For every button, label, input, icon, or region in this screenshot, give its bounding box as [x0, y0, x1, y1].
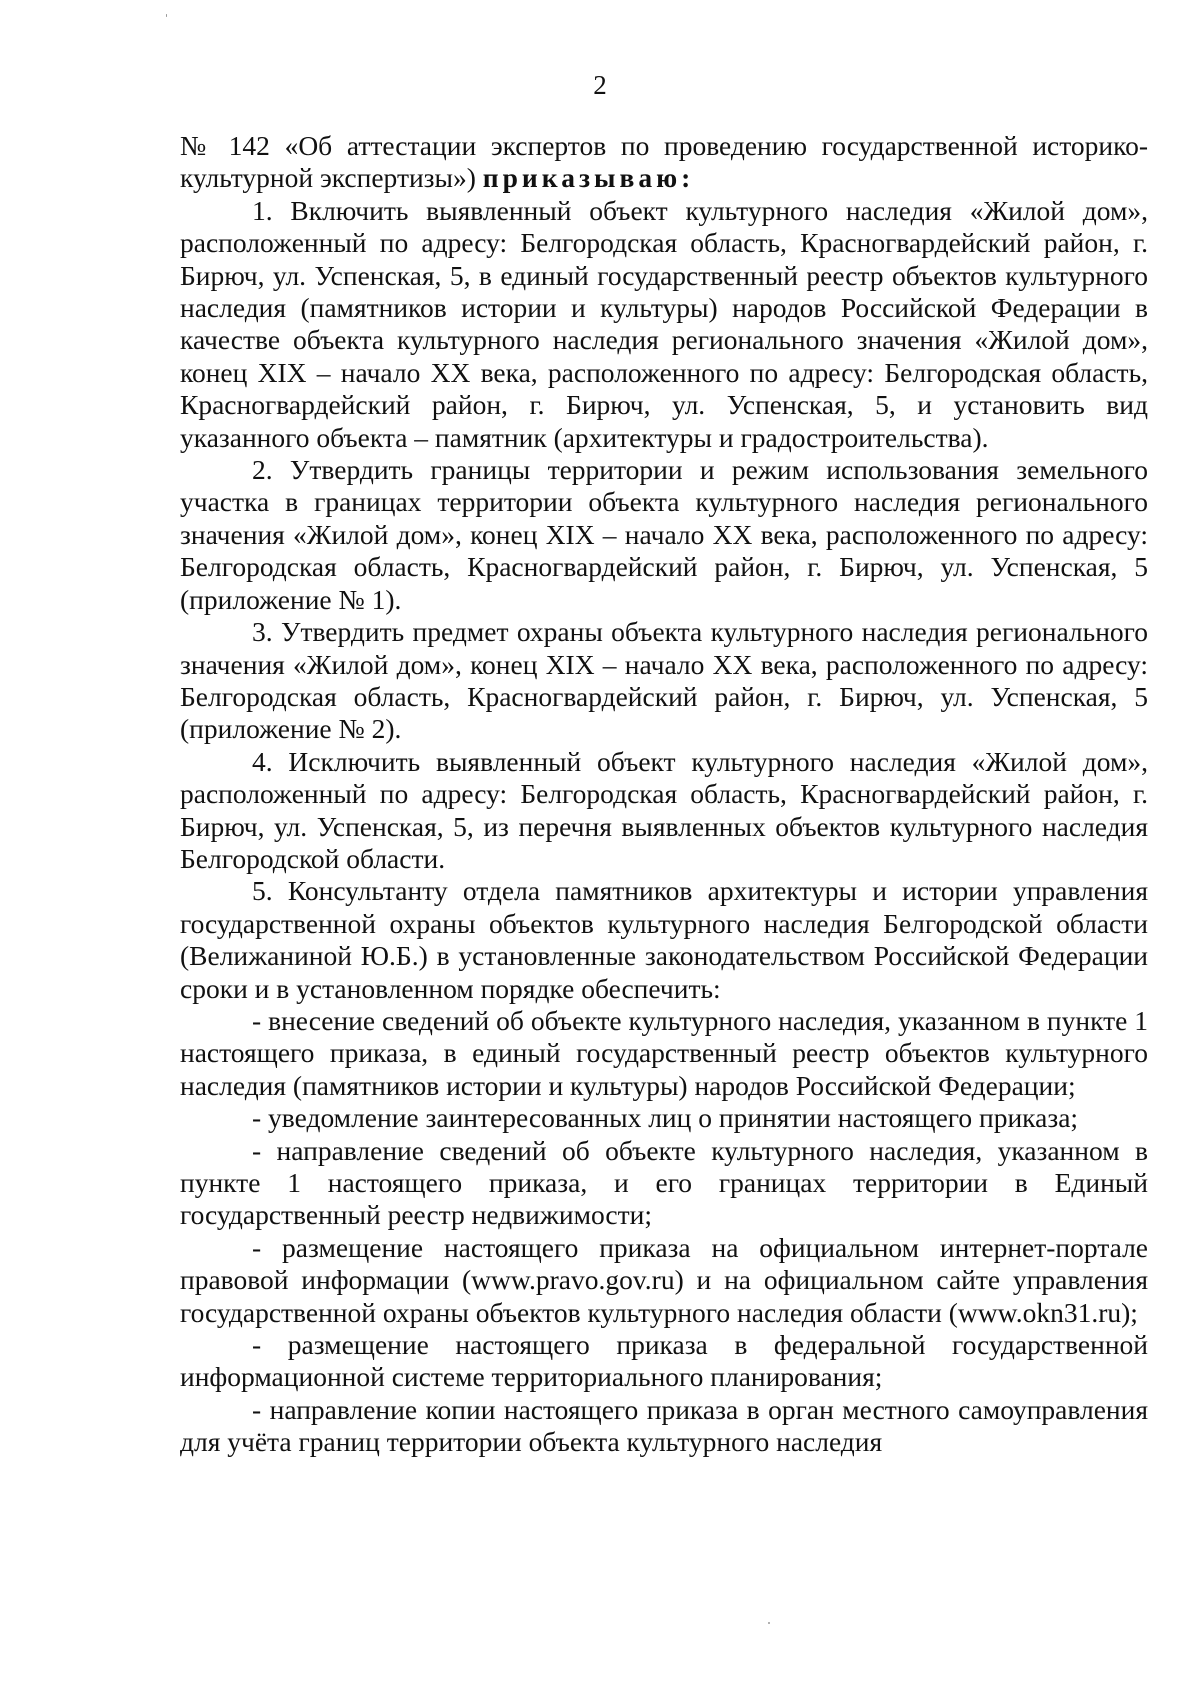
- bullet-item-3: - направление сведений об объекте культурного наследия, указанном в пункте 1 настоящего приказа, и его границах территории в Единый государственный реестр недвижимости;: [180, 1134, 1148, 1231]
- intro-text: № 142 «Об аттестации экспертов по проведению государственной историко-культурной экспертизы»): [180, 130, 1148, 194]
- paragraph-item-5: 5. Консультанту отдела памятников архитектуры и истории управления государственной охраны объектов культурного наследия Белгородской области (Велижаниной Ю.Б.) в установленные законодательством Российской Федерации сроки и в установленном порядке обеспечить:: [180, 875, 1148, 1004]
- intro-paragraph: [180, 130, 1148, 195]
- bullet-item-2: - уведомление заинтересованных лиц о принятии настоящего приказа;: [252, 1102, 1079, 1134]
- order-keyword: приказываю:: [482, 162, 695, 194]
- scan-speck: [166, 14, 167, 17]
- paragraph-item-4: 4. Исключить выявленный объект культурного наследия «Жилой дом», расположенный по адресу: Белгородская область, Красногвардейский район, г. Бирюч, ул. Успенская, 5, из перечня выявленных объектов культурного наследия Белгородской области.: [180, 745, 1148, 874]
- scan-speck: [768, 1622, 770, 1624]
- paragraph-item-3: 3. Утвердить предмет охраны объекта культурного наследия регионального значения «Жилой дом», конец XIX – начало XX века, расположенного по адресу: Белгородская область, Красногвардейский район, г. Бирюч, ул. Успенская, 5 (приложение № 2).: [180, 616, 1148, 745]
- paragraph-item-2: 2. Утвердить границы территории и режим использования земельного участка в границах территории объекта культурного наследия регионального значения «Жилой дом», конец XIX – начало XX века, расположенного по адресу: Белгородская область, Красногвардейский район, г. Бирюч, ул. Успенская, 5 (приложение № 1).: [180, 454, 1148, 615]
- bullet-item-5: - размещение настоящего приказа в федеральной государственной информационной системе территориального планирования;: [180, 1329, 1148, 1393]
- document-body: [180, 130, 1148, 1459]
- bullet-item-6: - направление копии настоящего приказа в орган местного самоуправления для учёта границ территории объекта культурного наследия: [180, 1393, 1148, 1458]
- bullet-item-4: - размещение настоящего приказа на официальном интернет-портале правовой информации (www.pravo.gov.ru) и на официальном сайте управления государственной охраны объектов культурного наследия области (www.okn31.ru);: [180, 1231, 1148, 1328]
- paragraph-item-1: 1. Включить выявленный объект культурного наследия «Жилой дом», расположенный по адресу: Белгородская область, Красногвардейский район, г. Бирюч, ул. Успенская, 5, в единый государственный реестр объектов культурного наследия (памятников истории и культуры) народов Российской Федерации в качестве объекта культурного наследия регионального значения «Жилой дом», конец XIX – начало XX века, расположенного по адресу: Белгородская область, Красногвардейский район, г. Бирюч, ул. Успенская, 5, и установить вид указанного объекта – памятник (архитектуры и градостроительства).: [180, 194, 1148, 453]
- bullet-item-1: - внесение сведений об объекте культурного наследия, указанном в пункте 1 настоящего приказа, в единый государственный реестр объектов культурного наследия (памятников истории и культуры) народов Российской Федерации;: [180, 1004, 1148, 1101]
- page-number: 2: [593, 70, 607, 100]
